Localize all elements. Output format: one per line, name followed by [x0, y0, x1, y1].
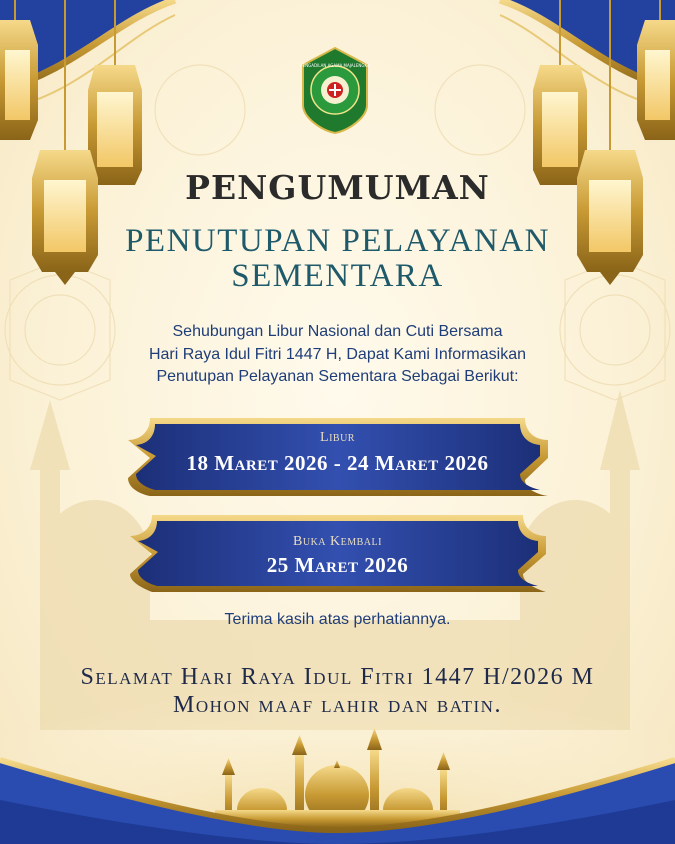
buka-date: 25 Maret 2026: [266, 553, 409, 577]
libur-dates: 18 Maret 2026 - 24 Maret 2026: [186, 451, 489, 475]
court-logo: [300, 45, 370, 135]
thanks-text: Terima kasih atas perhatiannya.: [224, 611, 451, 628]
greeting-line-2: Mohon maaf lahir dan batin.: [173, 692, 502, 718]
subtitle-line-2: SEMENTARA: [231, 258, 444, 294]
page-title: PENGUMUMAN: [185, 168, 490, 207]
libur-label: Libur: [320, 430, 355, 445]
intro-line-2: Hari Raya Idul Fitri 1447 H, Dapat Kami Informasikan: [148, 346, 527, 363]
buka-label: Buka Kembali: [293, 534, 382, 549]
greeting-line-1: Selamat Hari Raya Idul Fitri 1447 H/2026 M: [80, 664, 595, 690]
subtitle-line-1: PENUTUPAN PELAYANAN: [125, 223, 550, 259]
intro-line-1: Sehubungan Libur Nasional dan Cuti Bersama: [172, 323, 503, 340]
intro-line-3: Penutupan Pelayanan Sementara Sebagai Berikut:: [156, 368, 519, 385]
logo-ring-text: PENGADILAN AGAMA MAJALENGKA: [300, 63, 370, 68]
